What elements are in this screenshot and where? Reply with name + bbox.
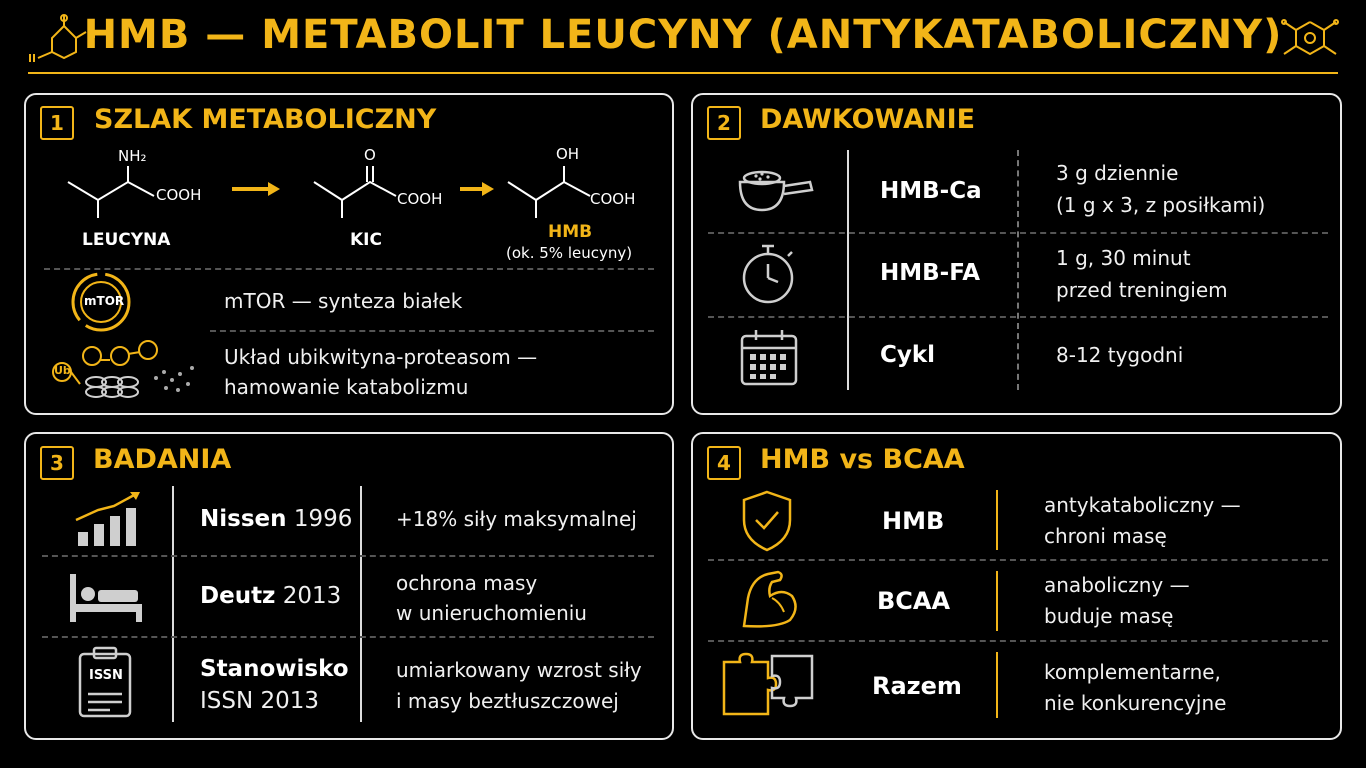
ubiquitin-icon-text: Ub	[54, 364, 71, 377]
comparison-desc-line1: antykataboliczny —	[1044, 493, 1241, 517]
dosage-amount-line1: 8-12 tygodni	[1056, 343, 1184, 367]
column-divider	[996, 652, 998, 718]
dosage-form-name: HMB-FA	[880, 260, 981, 286]
leucine-amino-group: NH₂	[118, 147, 147, 165]
column-divider	[996, 571, 998, 631]
panel-number: 4	[707, 446, 741, 480]
study-result-line1: umiarkowany wzrost siły	[396, 658, 642, 682]
column-divider	[360, 486, 362, 722]
panel-number: 2	[707, 106, 741, 140]
calendar-icon	[740, 328, 800, 388]
study-year: ISSN 2013	[200, 688, 320, 714]
panel-number: 1	[40, 106, 74, 140]
panel-number: 3	[40, 446, 74, 480]
column-divider	[1017, 150, 1019, 390]
leucine-structure	[66, 160, 226, 230]
study-author	[200, 504, 352, 534]
molecule-icon-right	[1280, 14, 1340, 64]
study-result-line1: +18% siły maksymalnej	[396, 507, 637, 531]
mechanism-ubiquitin-line2: hamowanie katabolizmu	[224, 375, 469, 399]
panel-title: DAWKOWANIE	[760, 104, 976, 135]
divider	[708, 316, 1328, 318]
arrow-right-icon	[232, 182, 282, 196]
puzzle-icon	[722, 652, 816, 718]
column-divider	[847, 150, 849, 390]
hmb-hydroxyl-group: OH	[556, 145, 580, 163]
divider	[42, 636, 654, 638]
hmb-carboxyl-group: COOH	[590, 190, 636, 208]
comparison-desc-line2: buduje masę	[1044, 604, 1174, 628]
arrow-right-icon	[460, 182, 496, 196]
comparison-name: BCAA	[877, 587, 951, 615]
panel-title: SZLAK METABOLICZNY	[94, 104, 437, 135]
shield-check-icon	[740, 490, 794, 552]
column-divider	[172, 486, 174, 722]
hmb-note: (ok. 5% leucyny)	[506, 244, 633, 262]
dosage-amount-line1: 3 g dziennie	[1056, 161, 1179, 185]
panel-title: BADANIA	[93, 444, 232, 475]
study-author-name: Stanowisko	[200, 656, 349, 682]
divider	[708, 640, 1328, 642]
flexed-arm-icon	[734, 568, 804, 630]
divider	[708, 559, 1328, 561]
dosage-amount-line2: przed treningiem	[1056, 278, 1228, 302]
leucine-carboxyl-group: COOH	[156, 186, 202, 204]
dosage-amount-line2: (1 g x 3, z posiłkami)	[1056, 193, 1266, 217]
comparison-desc-line2: chroni masę	[1044, 524, 1167, 548]
study-result-line2: i masy beztłuszczowej	[396, 689, 619, 713]
study-author	[200, 581, 341, 611]
study-author-name: Nissen	[200, 506, 287, 532]
issn-icon-text: ISSN	[89, 668, 123, 683]
divider	[42, 555, 654, 557]
column-divider	[996, 490, 998, 550]
scoop-icon	[736, 164, 816, 214]
leucine-label: LEUCYNA	[82, 230, 171, 250]
panel-title: HMB vs BCAA	[760, 444, 965, 475]
stopwatch-icon	[740, 242, 800, 306]
page-title: HMB — METABOLIT LEUCYNY (ANTYKATABOLICZNY)	[83, 12, 1283, 58]
kic-keto-group: O	[364, 146, 376, 164]
kic-carboxyl-group: COOH	[397, 190, 443, 208]
hmb-label: HMB	[548, 222, 593, 242]
comparison-name: Razem	[872, 672, 962, 700]
comparison-desc-line1: komplementarne,	[1044, 660, 1221, 684]
kic-label: KIC	[350, 230, 382, 250]
divider	[210, 330, 654, 332]
divider	[708, 232, 1328, 234]
study-result-line2: w unieruchomieniu	[396, 601, 587, 625]
title-underline	[28, 72, 1338, 74]
divider	[44, 268, 654, 270]
study-year: 2013	[282, 583, 342, 609]
dosage-form-name: HMB-Ca	[880, 178, 982, 204]
comparison-desc-line2: nie konkurencyjne	[1044, 691, 1227, 715]
study-author-name: Deutz	[200, 583, 276, 609]
study-year: 1996	[293, 506, 353, 532]
dosage-amount-line1: 1 g, 30 minut	[1056, 246, 1191, 270]
mechanism-ubiquitin-line1: Układ ubikwityna-proteasom —	[224, 345, 538, 369]
mechanism-mtor: mTOR — synteza białek	[224, 289, 463, 313]
comparison-desc-line1: anaboliczny —	[1044, 573, 1190, 597]
study-result-line1: ochrona masy	[396, 571, 538, 595]
comparison-name: HMB	[882, 507, 945, 535]
growth-chart-icon	[74, 490, 144, 550]
mtor-icon-text: mTOR	[84, 294, 125, 308]
bed-icon	[68, 570, 144, 626]
dosage-form-name: Cykl	[880, 342, 936, 368]
